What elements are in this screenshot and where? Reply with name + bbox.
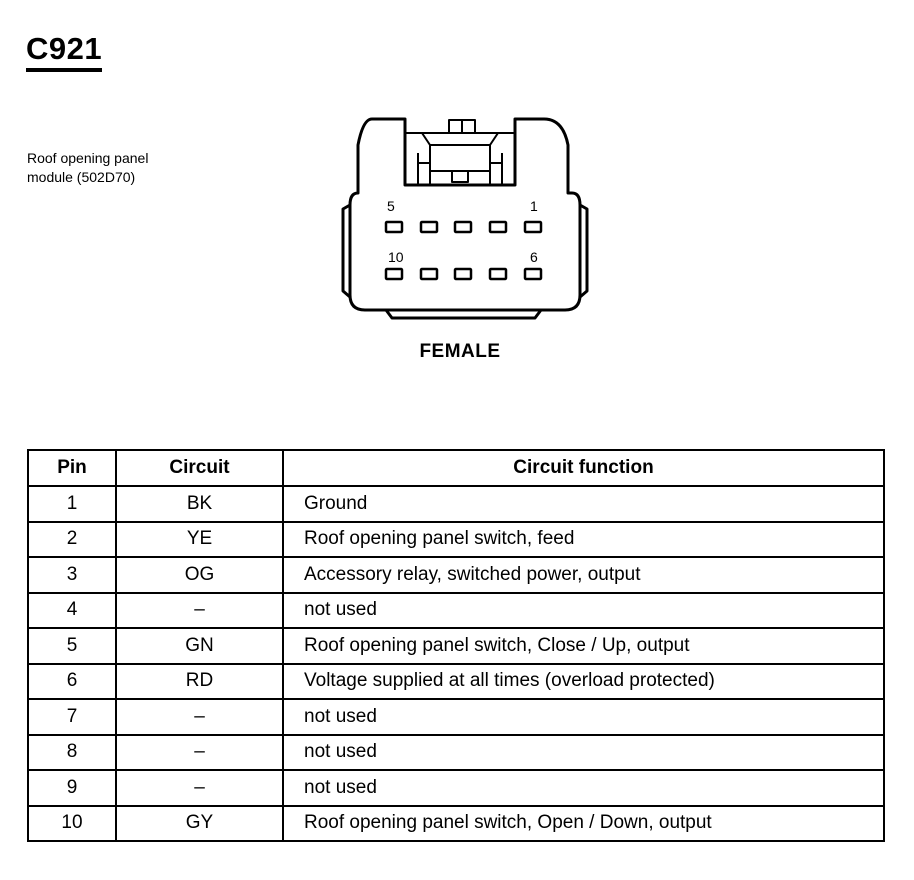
cell-circuit: – bbox=[116, 770, 283, 806]
module-caption bbox=[27, 149, 148, 187]
cell-pin: 10 bbox=[28, 806, 116, 842]
cell-function: not used bbox=[283, 770, 884, 806]
table-row bbox=[28, 735, 884, 771]
cell-function: not used bbox=[283, 593, 884, 629]
cell-function: Accessory relay, switched power, output bbox=[283, 557, 884, 593]
pin-label-5: 5 bbox=[387, 198, 395, 214]
pin-row-top bbox=[386, 222, 541, 232]
cell-circuit: – bbox=[116, 735, 283, 771]
table-row bbox=[28, 699, 884, 735]
cell-function: Roof opening panel switch, feed bbox=[283, 522, 884, 558]
table-row bbox=[28, 522, 884, 558]
module-caption-line-1: Roof opening panel bbox=[27, 150, 149, 166]
table-row bbox=[28, 806, 884, 842]
cell-pin: 3 bbox=[28, 557, 116, 593]
connector-title: C921 bbox=[26, 32, 102, 72]
connector-body-outline bbox=[350, 119, 580, 310]
table-row bbox=[28, 486, 884, 522]
cell-pin: 6 bbox=[28, 664, 116, 700]
pin-cavity bbox=[490, 222, 506, 232]
cell-pin: 9 bbox=[28, 770, 116, 806]
cell-circuit: RD bbox=[116, 664, 283, 700]
pin-cavity bbox=[455, 269, 471, 279]
module-caption-line-2: module (502D70) bbox=[27, 169, 136, 185]
cell-circuit: – bbox=[116, 593, 283, 629]
table-row bbox=[28, 770, 884, 806]
connector-latch bbox=[405, 119, 515, 133]
pin-label-10: 10 bbox=[388, 249, 404, 265]
cell-circuit: GY bbox=[116, 806, 283, 842]
header-function: Circuit function bbox=[283, 450, 884, 486]
pin-cavity bbox=[421, 269, 437, 279]
pin-cavity bbox=[490, 269, 506, 279]
table-header-row bbox=[28, 450, 884, 486]
table-row bbox=[28, 628, 884, 664]
cell-pin: 7 bbox=[28, 699, 116, 735]
cell-function: not used bbox=[283, 735, 884, 771]
connector-face-diagram bbox=[330, 105, 590, 325]
pinout-table bbox=[27, 449, 885, 842]
pin-cavity bbox=[386, 222, 402, 232]
connector-gender-label: FEMALE bbox=[419, 341, 501, 362]
cell-function: Voltage supplied at all times (overload protected) bbox=[283, 664, 884, 700]
cell-circuit: BK bbox=[116, 486, 283, 522]
pin-cavity bbox=[421, 222, 437, 232]
cell-pin: 5 bbox=[28, 628, 116, 664]
table-row bbox=[28, 593, 884, 629]
pin-label-1: 1 bbox=[530, 198, 538, 214]
table-row bbox=[28, 664, 884, 700]
pin-row-bottom bbox=[386, 269, 541, 279]
cell-circuit: – bbox=[116, 699, 283, 735]
cell-pin: 1 bbox=[28, 486, 116, 522]
cell-function: Ground bbox=[283, 486, 884, 522]
header-pin: Pin bbox=[28, 450, 116, 486]
cell-circuit: GN bbox=[116, 628, 283, 664]
cell-function: Roof opening panel switch, Close / Up, output bbox=[283, 628, 884, 664]
cell-circuit: YE bbox=[116, 522, 283, 558]
cell-circuit: OG bbox=[116, 557, 283, 593]
pin-label-6: 6 bbox=[530, 249, 538, 265]
cell-function: not used bbox=[283, 699, 884, 735]
pin-cavity bbox=[525, 222, 541, 232]
cell-pin: 2 bbox=[28, 522, 116, 558]
pin-cavity bbox=[455, 222, 471, 232]
pin-cavity bbox=[525, 269, 541, 279]
cell-pin: 8 bbox=[28, 735, 116, 771]
table-row bbox=[28, 557, 884, 593]
cell-pin: 4 bbox=[28, 593, 116, 629]
pin-cavity bbox=[386, 269, 402, 279]
header-circuit: Circuit bbox=[116, 450, 283, 486]
cell-function: Roof opening panel switch, Open / Down, output bbox=[283, 806, 884, 842]
